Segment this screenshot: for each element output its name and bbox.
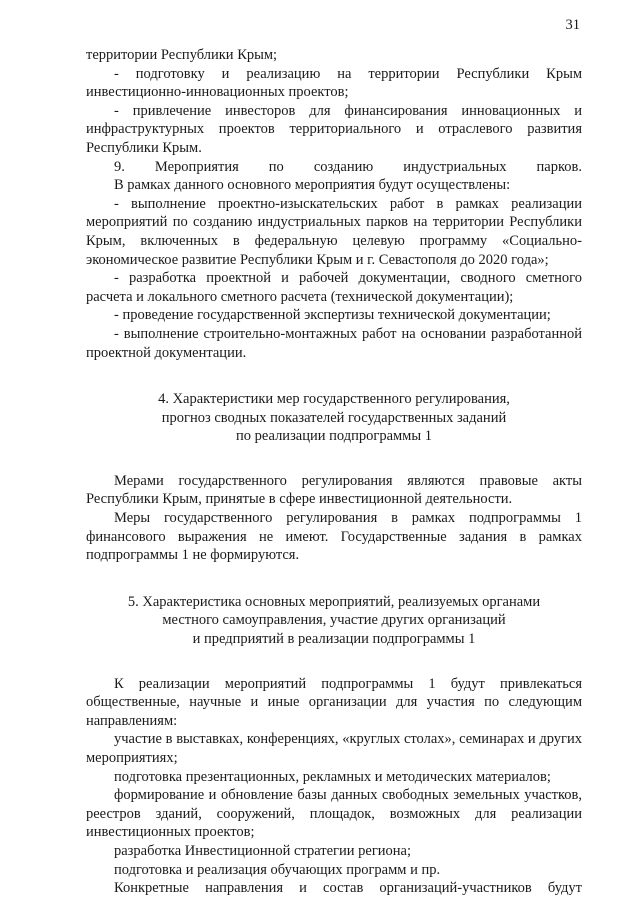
list-item-state-expertise: - проведение государственной экспертизы технической документации; [114,307,551,324]
list-item-land-database: формирование и обновление базы данных свободных земельных участков, реестров зданий, сооружений, площадок, возможных для реализации инвестиционных проектов; [86,787,582,841]
spacer [86,362,582,390]
section-5-heading-line-2: местного самоуправления, участие других организаций [162,612,506,629]
page-number: 31 [565,17,580,33]
list-item-investors: - привлечение инвесторов для финансирования инновационных и инфраструктурных проектов территориального и отраслевого развития Республики Крым. [86,102,582,156]
paragraph-regulation-acts: Мерами государственного регулирования являются правовые акты Республики Крым, принятые в сфере инвестиционной деятельности. [86,472,582,508]
spacer [86,649,582,675]
section-4-heading-line-1: 4. Характеристики мер государственного регулирования, [158,391,510,408]
page-content [86,46,582,898]
list-item-industrial-parks: 9. Мероприятия по созданию индустриальных парков. [114,158,582,175]
list-item-design-documentation: - разработка проектной и рабочей документации, сводного сметного расчета и локального сметного расчета (технической документации); [86,270,582,305]
paragraph-organizations-intro: К реализации мероприятий подпрограммы 1 будут привлекаться общественные, научные и иные организации для участия по следующим направлениям: [86,675,582,729]
list-item-construction-works: - выполнение строительно-монтажных работ на основании разработанной проектной документации. [86,325,582,361]
list-item-investment-strategy: разработка Инвестиционной стратегии региона; [114,842,411,859]
list-item-training-programs: подготовка и реализация обучающих программ и пр. [114,861,441,878]
paragraph-participants: Конкретные направления и состав организаций-участников будут [114,880,582,897]
list-item-innovation-projects: - подготовку и реализацию на территории Республики Крым инвестиционно-инновационных проектов; [86,65,582,101]
section-5-heading [86,593,582,649]
paragraph-measures-intro: В рамках данного основного мероприятия будут осуществлены: [114,177,511,194]
section-5-heading-line-3: и предприятий в реализации подпрограммы 1 [192,631,476,648]
paragraph-regulation-measures: Меры государственного регулирования в рамках подпрограммы 1 финансового выражения не имеют. Государственные задания в рамках подпрограммы 1 не формируются. [86,510,582,564]
section-4-heading-line-3: по реализации подпрограммы 1 [236,428,432,445]
spacer [86,565,582,593]
paragraph-territory: территории Республики Крым; [86,47,278,63]
section-5-heading-line-1: 5. Характеристика основных мероприятий, реализуемых органами [127,593,541,610]
section-4-heading [86,390,582,446]
spacer [86,446,582,472]
section-4-heading-line-2: прогноз сводных показателей государственных заданий [161,409,507,426]
list-item-presentations: подготовка презентационных, рекламных и методических материалов; [114,768,551,785]
list-item-survey-works: - выполнение проектно-изыскательских работ в рамках реализации мероприятий по созданию индустриальных парков на территории Республики Крым, включенных в федеральную целевую программу «Социально-экономическое развитие Республики Крым и г. Севастополя до 2020 года»; [86,195,582,268]
list-item-exhibitions: участие в выставках, конференциях, «круглых столах», семинарах и других мероприятиях; [86,731,582,766]
